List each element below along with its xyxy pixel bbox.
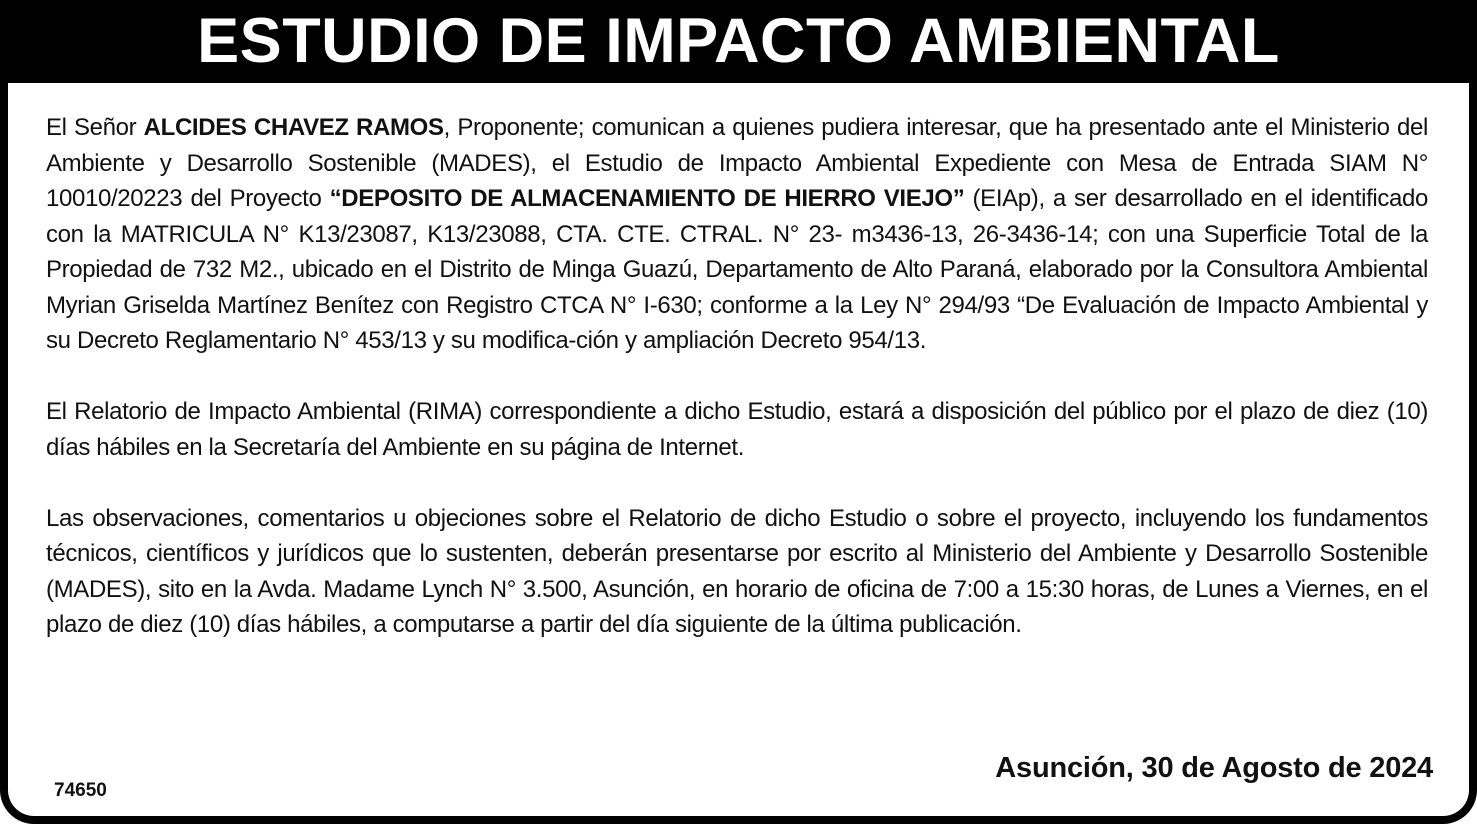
notice-title: ESTUDIO DE IMPACTO AMBIENTAL — [0, 0, 1477, 83]
paragraph-presentation — [46, 110, 1428, 359]
place-date: Asunción, 30 de Agosto de 2024 — [995, 752, 1433, 784]
paragraph-1-intro: El Señor — [46, 114, 144, 141]
paragraph-rima: El Relatorio de Impacto Ambiental (RIMA) correspondiente a dicho Estudio, estará a disposición del público por el plazo de diez (10) días hábiles en la Secretaría del Ambiente en su página de Internet. — [46, 398, 1428, 461]
notice-code: 74650 — [54, 780, 107, 801]
project-name: “DEPOSITO DE ALMACENAMIENTO DE HIERRO VIEJO” — [329, 185, 965, 212]
paragraph-1-end: (EIAp), a ser desarrollado en el identificado con la MATRICULA N° K13/23087, K13/23088, CTA. CTE. CTRAL. N° 23- m3436-13, 26-3436-14; con una Superficie Total de la Propiedad de 732 M2., ubicado en el Distrito de Minga Guazú, Departamento de Alto Paraná, elaborado por la Consultora Ambiental Myrian Griselda Martínez Benítez con Registro CTCA N° I-630; conforme a la Ley N° 294/93 “De Evaluación de Impacto Ambiental y su Decreto Reglamentario N° 453/13 y su modifica-ción y ampliación Decreto 954/13. — [46, 185, 1429, 354]
proponent-name: ALCIDES CHAVEZ RAMOS — [143, 114, 444, 141]
paragraph-observations: Las observaciones, comentarios u objeciones sobre el Relatorio de dicho Estudio o sobre el proyecto, incluyendo los fundamentos técnicos, científicos y jurídicos que lo sustenten, deberán presentarse por escrito al Ministerio del Ambiente y Desarrollo Sostenible (MADES), sito en la Avda. Madame Lynch N° 3.500, Asunción, en horario de oficina de 7:00 a 15:30 horas, de Lunes a Viernes, en el plazo de diez (10) días hábiles, a computarse a partir del día siguiente de la última publicación. — [46, 504, 1428, 638]
notice-body — [46, 110, 1428, 643]
paragraph-1-middle: , Proponente; comunican a quienes pudiera interesar, que ha presentado ante el Ministerio del Ambiente y Desarrollo Sostenible (MADES), el Estudio de Impacto Ambiental Expediente con Mesa de Entrada SIAM N° 10010/20223 del Proyecto — [46, 114, 1428, 212]
